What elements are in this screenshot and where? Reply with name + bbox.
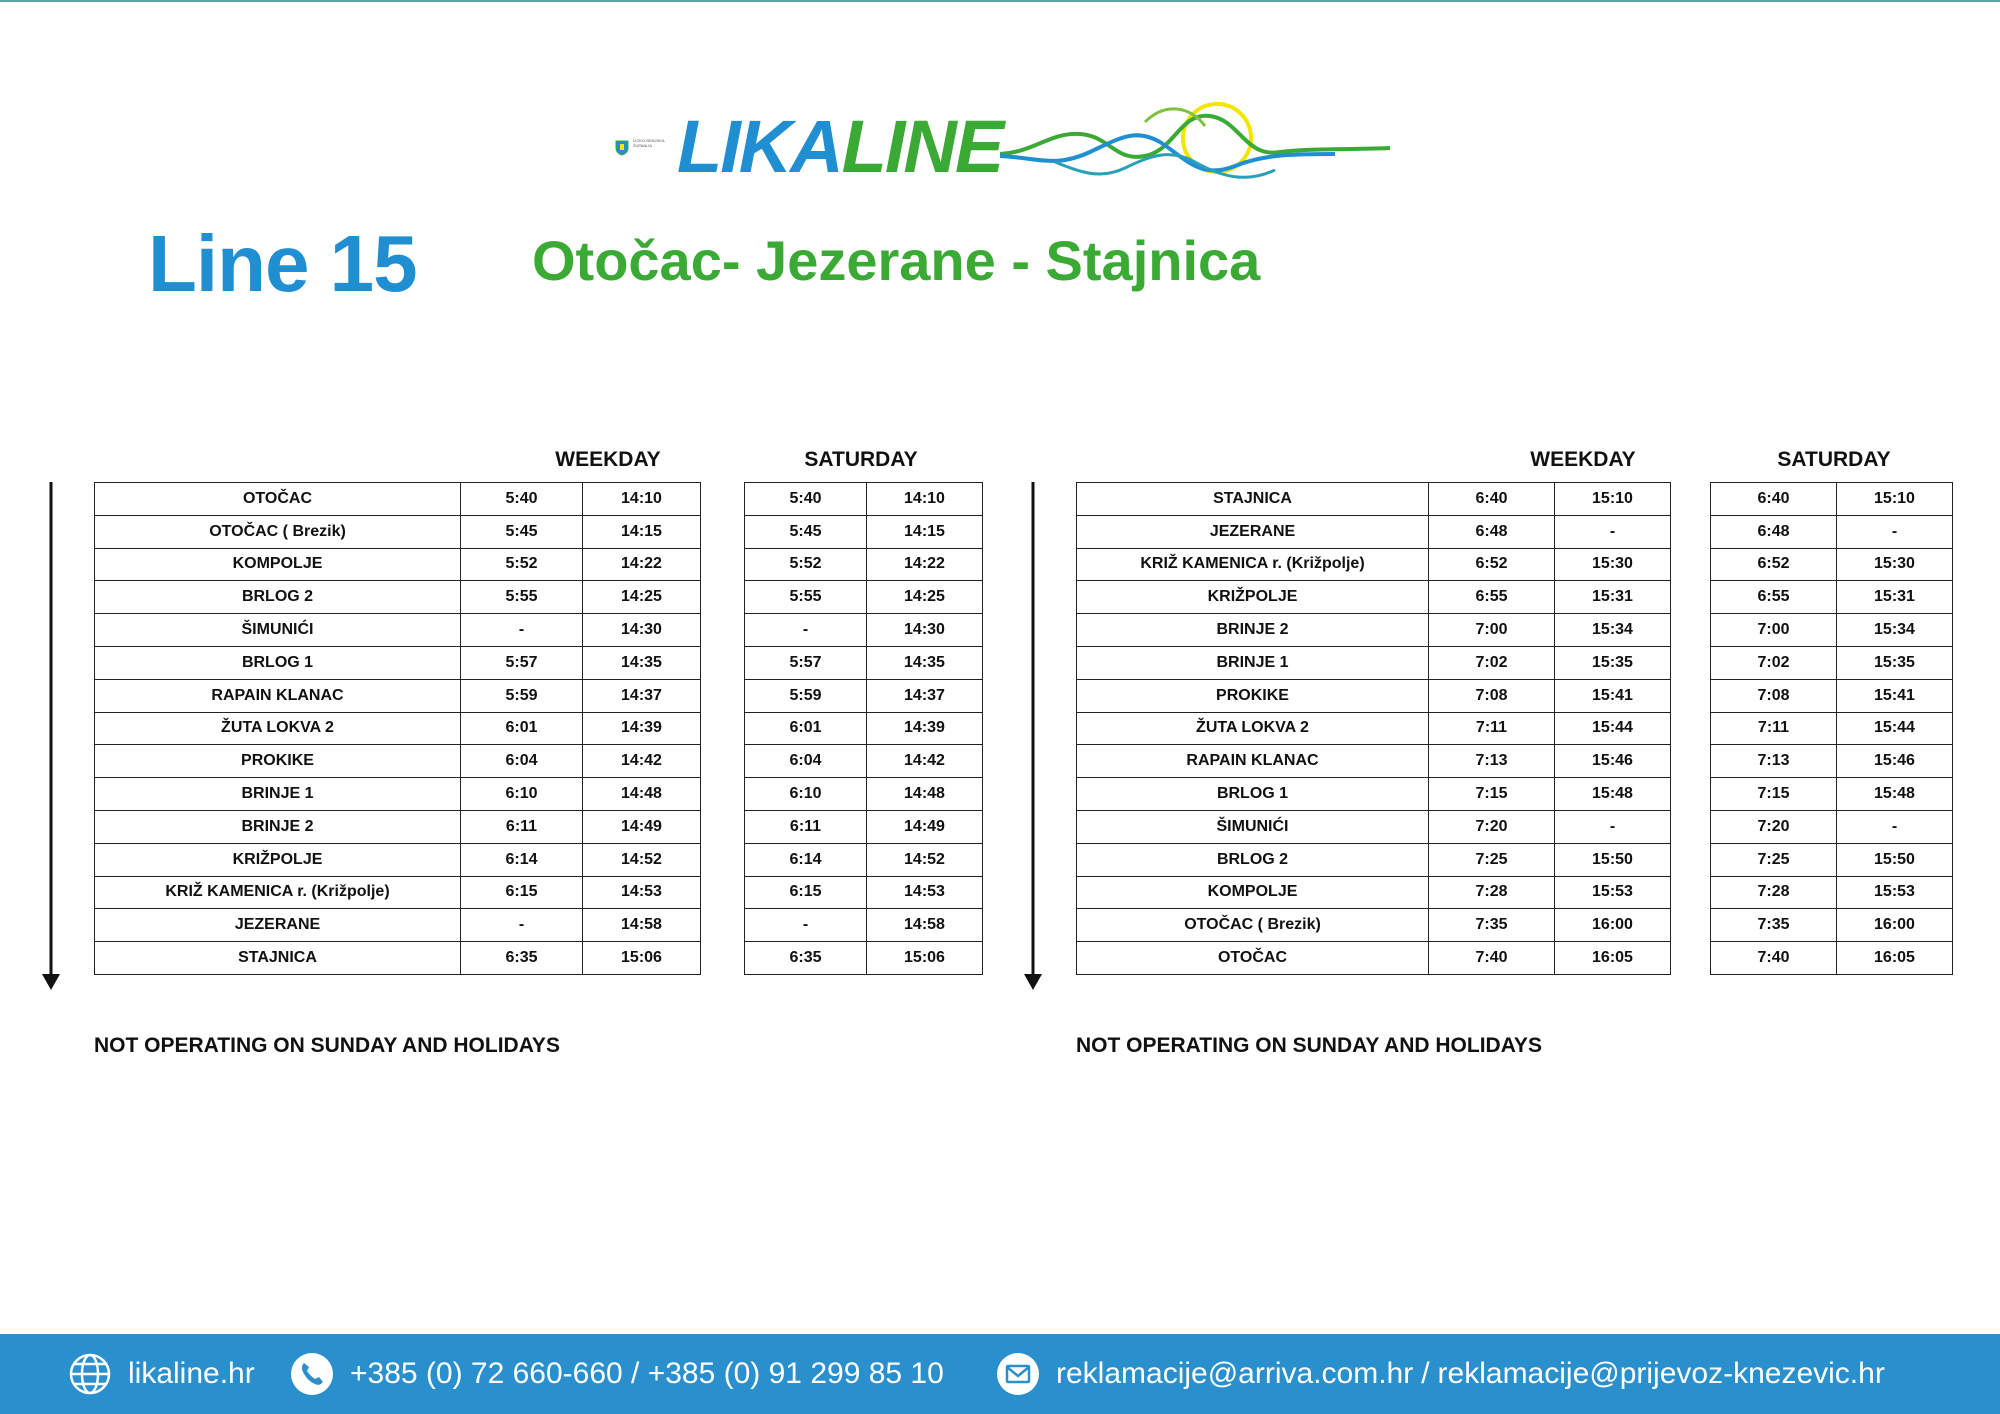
departure-time: - <box>461 614 583 647</box>
departure-time: 15:46 <box>1837 745 1953 778</box>
departure-time: 6:55 <box>1429 581 1555 614</box>
table-row <box>95 646 701 679</box>
departure-time: 15:53 <box>1837 876 1953 909</box>
table-row <box>1077 876 1671 909</box>
email-item[interactable] <box>996 1352 1885 1396</box>
departure-time: 7:02 <box>1429 646 1555 679</box>
departure-time: 15:10 <box>1837 483 1953 516</box>
departure-time: 7:13 <box>1429 745 1555 778</box>
phone-icon <box>290 1352 334 1396</box>
departure-time: 14:39 <box>583 712 701 745</box>
table-row <box>95 778 701 811</box>
table-row <box>95 483 701 516</box>
table-row <box>1711 614 1953 647</box>
table-row <box>95 515 701 548</box>
weekday-header: WEEKDAY <box>1530 448 1636 471</box>
stop-name: BRLOG 1 <box>95 646 461 679</box>
departure-time: 7:15 <box>1711 778 1837 811</box>
departure-time: 16:00 <box>1837 909 1953 942</box>
departure-time: 14:25 <box>867 581 983 614</box>
stop-name: KRIŽPOLJE <box>1077 581 1429 614</box>
departure-time: 6:01 <box>461 712 583 745</box>
departure-time: 14:39 <box>867 712 983 745</box>
departure-time: 15:35 <box>1837 646 1953 679</box>
departure-time: 15:44 <box>1837 712 1953 745</box>
stop-name: OTOČAC <box>1077 942 1429 975</box>
departure-time: 14:22 <box>867 548 983 581</box>
departure-time: 6:11 <box>745 810 867 843</box>
departure-time: 5:52 <box>745 548 867 581</box>
table-row <box>745 843 983 876</box>
table-row <box>95 810 701 843</box>
departure-time: 7:25 <box>1711 843 1837 876</box>
departure-time: 7:25 <box>1429 843 1555 876</box>
departure-time: 6:10 <box>745 778 867 811</box>
departure-time: 6:15 <box>461 876 583 909</box>
departure-time: 14:10 <box>583 483 701 516</box>
table-row <box>745 515 983 548</box>
stop-name: RAPAIN KLANAC <box>1077 745 1429 778</box>
table-row <box>95 712 701 745</box>
line-number-title: Line 15 <box>148 219 417 308</box>
table-row <box>1711 679 1953 712</box>
departure-time: 7:13 <box>1711 745 1837 778</box>
departure-time: 15:34 <box>1837 614 1953 647</box>
departure-time: 14:15 <box>867 515 983 548</box>
brand-name <box>677 104 1002 189</box>
table-row <box>1711 548 1953 581</box>
saturday-header: SATURDAY <box>804 448 918 471</box>
table-row <box>1077 515 1671 548</box>
table-row <box>745 942 983 975</box>
departure-time: 6:40 <box>1429 483 1555 516</box>
departure-time: 14:48 <box>583 778 701 811</box>
departure-time: 7:40 <box>1429 942 1555 975</box>
table-row <box>1077 712 1671 745</box>
website-link[interactable]: likaline.hr <box>128 1357 255 1390</box>
departure-time: 6:14 <box>461 843 583 876</box>
waves-sun-graphic <box>995 92 1395 192</box>
departure-time: 15:53 <box>1555 876 1671 909</box>
table-row <box>1711 646 1953 679</box>
departure-time: 14:35 <box>583 646 701 679</box>
table-row <box>95 679 701 712</box>
departure-time: - <box>1837 810 1953 843</box>
table-row <box>95 614 701 647</box>
table-row <box>1077 810 1671 843</box>
departure-time: 6:48 <box>1711 515 1837 548</box>
departure-time: 15:10 <box>1555 483 1671 516</box>
table-row <box>1077 778 1671 811</box>
departure-time: 15:35 <box>1555 646 1671 679</box>
weekday-header: WEEKDAY <box>555 448 661 471</box>
departure-time: 5:40 <box>461 483 583 516</box>
departure-time: 7:08 <box>1711 679 1837 712</box>
departure-time: 15:50 <box>1837 843 1953 876</box>
stop-name: BRINJE 2 <box>95 810 461 843</box>
table-row <box>745 909 983 942</box>
county-crest-icon <box>615 140 629 156</box>
departure-time: 15:34 <box>1555 614 1671 647</box>
phone-item[interactable] <box>290 1352 944 1396</box>
crest-text: LIČKO-SENJSKA ŽUPANIJA <box>633 138 665 148</box>
departure-time: 5:52 <box>461 548 583 581</box>
departure-time: 7:28 <box>1711 876 1837 909</box>
departure-time: 14:22 <box>583 548 701 581</box>
table-row <box>1077 843 1671 876</box>
stop-name: PROKIKE <box>95 745 461 778</box>
departure-time: 16:00 <box>1555 909 1671 942</box>
table-row <box>1711 909 1953 942</box>
departure-time: 15:48 <box>1555 778 1671 811</box>
departure-time: 15:31 <box>1555 581 1671 614</box>
departure-time: 5:55 <box>461 581 583 614</box>
departure-time: 7:02 <box>1711 646 1837 679</box>
table-row <box>1077 614 1671 647</box>
departure-time: 15:30 <box>1837 548 1953 581</box>
departure-time: - <box>745 909 867 942</box>
table-row <box>1077 909 1671 942</box>
departure-time: 7:28 <box>1429 876 1555 909</box>
table-row <box>745 745 983 778</box>
departure-time: 6:52 <box>1711 548 1837 581</box>
weekday-table <box>1076 482 1671 975</box>
departure-time: 7:00 <box>1711 614 1837 647</box>
departure-time: 7:40 <box>1711 942 1837 975</box>
departure-time: 14:52 <box>867 843 983 876</box>
stop-name: RAPAIN KLANAC <box>95 679 461 712</box>
departure-time: 15:30 <box>1555 548 1671 581</box>
departure-time: 5:57 <box>461 646 583 679</box>
direction-arrow-icon <box>1022 482 1044 992</box>
departure-time: 7:15 <box>1429 778 1555 811</box>
table-row <box>1077 581 1671 614</box>
departure-time: 6:35 <box>461 942 583 975</box>
table-row <box>1711 712 1953 745</box>
table-row <box>745 778 983 811</box>
table-row <box>1077 483 1671 516</box>
stop-name: BRLOG 2 <box>95 581 461 614</box>
stop-name: KRIŽ KAMENICA r. (Križpolje) <box>1077 548 1429 581</box>
table-row <box>1711 581 1953 614</box>
departure-time: 5:45 <box>745 515 867 548</box>
table-row <box>1711 515 1953 548</box>
service-notice: NOT OPERATING ON SUNDAY AND HOLIDAYS <box>1076 1034 1542 1057</box>
stop-name: KRIŽ KAMENICA r. (Križpolje) <box>95 876 461 909</box>
departure-time: - <box>1555 515 1671 548</box>
departure-time: - <box>1555 810 1671 843</box>
departure-time: 15:48 <box>1837 778 1953 811</box>
top-rule <box>0 0 2000 2</box>
table-row <box>745 581 983 614</box>
stop-name: BRLOG 1 <box>1077 778 1429 811</box>
departure-time: 14:30 <box>867 614 983 647</box>
departure-time: 6:10 <box>461 778 583 811</box>
stop-name: STAJNICA <box>1077 483 1429 516</box>
departure-time: 7:35 <box>1429 909 1555 942</box>
departure-time: 7:00 <box>1429 614 1555 647</box>
table-row <box>745 712 983 745</box>
departure-time: 14:52 <box>583 843 701 876</box>
table-row <box>1711 876 1953 909</box>
brand-part-2: LINE <box>841 105 1003 188</box>
departure-time: 7:20 <box>1429 810 1555 843</box>
departure-time: 14:49 <box>867 810 983 843</box>
table-row <box>745 679 983 712</box>
departure-time: 14:53 <box>583 876 701 909</box>
table-row <box>1711 810 1953 843</box>
table-row <box>1077 679 1671 712</box>
departure-time: 6:48 <box>1429 515 1555 548</box>
departure-time: 14:49 <box>583 810 701 843</box>
departure-time: 5:45 <box>461 515 583 548</box>
departure-time: 6:40 <box>1711 483 1837 516</box>
departure-time: 14:42 <box>867 745 983 778</box>
departure-time: 14:58 <box>583 909 701 942</box>
table-row <box>1711 942 1953 975</box>
departure-time: 7:35 <box>1711 909 1837 942</box>
contact-footer <box>0 1334 2000 1414</box>
departure-time: 15:06 <box>867 942 983 975</box>
email-link-1[interactable]: reklamacije@arriva.com.hr <box>1056 1357 1414 1390</box>
table-row <box>1711 483 1953 516</box>
departure-time: 5:57 <box>745 646 867 679</box>
email-link-2[interactable]: reklamacije@prijevoz-knezevic.hr <box>1437 1357 1885 1390</box>
table-row <box>1077 548 1671 581</box>
stop-name: BRINJE 1 <box>1077 646 1429 679</box>
saturday-header: SATURDAY <box>1777 448 1891 471</box>
departure-time: 7:11 <box>1711 712 1837 745</box>
departure-time: 6:52 <box>1429 548 1555 581</box>
stop-name: JEZERANE <box>95 909 461 942</box>
timetable-return <box>1022 440 1982 1057</box>
stop-name: ŽUTA LOKVA 2 <box>95 712 461 745</box>
saturday-table <box>744 482 983 975</box>
departure-time: 5:40 <box>745 483 867 516</box>
stop-name: PROKIKE <box>1077 679 1429 712</box>
table-row <box>95 909 701 942</box>
stop-name: BRINJE 2 <box>1077 614 1429 647</box>
table-row <box>745 548 983 581</box>
stop-name: ŽUTA LOKVA 2 <box>1077 712 1429 745</box>
phone-numbers[interactable]: +385 (0) 72 660-660 / +385 (0) 91 299 85 10 <box>350 1357 944 1390</box>
table-row <box>95 745 701 778</box>
table-row <box>745 810 983 843</box>
globe-icon <box>68 1352 112 1396</box>
stop-name: OTOČAC ( Brezik) <box>95 515 461 548</box>
route-title: Otočac- Jezerane - Stajnica <box>532 229 1261 292</box>
stop-name: OTOČAC <box>95 483 461 516</box>
departure-time: 7:20 <box>1711 810 1837 843</box>
departure-time: - <box>1837 515 1953 548</box>
departure-time: 14:58 <box>867 909 983 942</box>
table-row <box>745 646 983 679</box>
departure-time: 7:08 <box>1429 679 1555 712</box>
departure-time: 6:14 <box>745 843 867 876</box>
departure-time: 15:06 <box>583 942 701 975</box>
table-row <box>95 843 701 876</box>
stop-name: OTOČAC ( Brezik) <box>1077 909 1429 942</box>
saturday-table <box>1710 482 1953 975</box>
table-row <box>95 548 701 581</box>
stop-name: KRIŽPOLJE <box>95 843 461 876</box>
stop-name: STAJNICA <box>95 942 461 975</box>
departure-time: 5:59 <box>461 679 583 712</box>
stop-name: KOMPOLJE <box>1077 876 1429 909</box>
service-notice: NOT OPERATING ON SUNDAY AND HOLIDAYS <box>94 1034 560 1057</box>
departure-time: 6:04 <box>745 745 867 778</box>
departure-time: 6:15 <box>745 876 867 909</box>
stop-name: BRINJE 1 <box>95 778 461 811</box>
brand-part-1: LIKA <box>677 105 842 188</box>
table-row <box>95 876 701 909</box>
departure-time: 15:44 <box>1555 712 1671 745</box>
likaline-logo <box>615 92 1405 192</box>
departure-time: 14:35 <box>867 646 983 679</box>
table-row <box>1711 778 1953 811</box>
departure-time: 6:35 <box>745 942 867 975</box>
email-separator: / <box>1421 1357 1430 1390</box>
stop-name: BRLOG 2 <box>1077 843 1429 876</box>
table-row <box>745 483 983 516</box>
departure-time: 15:50 <box>1555 843 1671 876</box>
departure-time: 14:37 <box>867 679 983 712</box>
stop-name: ŠIMUNIĆI <box>95 614 461 647</box>
departure-time: 6:55 <box>1711 581 1837 614</box>
stop-name: ŠIMUNIĆI <box>1077 810 1429 843</box>
departure-time: 15:46 <box>1555 745 1671 778</box>
departure-time: 16:05 <box>1555 942 1671 975</box>
departure-time: 5:55 <box>745 581 867 614</box>
departure-time: 15:31 <box>1837 581 1953 614</box>
departure-time: 14:25 <box>583 581 701 614</box>
mail-icon <box>996 1352 1040 1396</box>
table-row <box>1077 942 1671 975</box>
departure-time: 14:37 <box>583 679 701 712</box>
departure-time: 5:59 <box>745 679 867 712</box>
table-row <box>1077 745 1671 778</box>
departure-time: - <box>745 614 867 647</box>
departure-time: 16:05 <box>1837 942 1953 975</box>
table-row <box>745 614 983 647</box>
website-item[interactable] <box>68 1352 255 1396</box>
table-row <box>95 581 701 614</box>
departure-time: 15:41 <box>1555 679 1671 712</box>
departure-time: - <box>461 909 583 942</box>
timetable-outbound <box>40 440 990 1057</box>
departure-time: 6:11 <box>461 810 583 843</box>
direction-arrow-icon <box>40 482 62 992</box>
stop-name: KOMPOLJE <box>95 548 461 581</box>
stop-name: JEZERANE <box>1077 515 1429 548</box>
departure-time: 14:53 <box>867 876 983 909</box>
departure-time: 15:41 <box>1837 679 1953 712</box>
departure-time: 14:15 <box>583 515 701 548</box>
table-row <box>745 876 983 909</box>
table-row <box>95 942 701 975</box>
table-row <box>1711 745 1953 778</box>
departure-time: 6:01 <box>745 712 867 745</box>
table-row <box>1077 646 1671 679</box>
weekday-table <box>94 482 701 975</box>
departure-time: 7:11 <box>1429 712 1555 745</box>
departure-time: 14:30 <box>583 614 701 647</box>
table-row <box>1711 843 1953 876</box>
departure-time: 14:42 <box>583 745 701 778</box>
departure-time: 14:48 <box>867 778 983 811</box>
departure-time: 6:04 <box>461 745 583 778</box>
departure-time: 14:10 <box>867 483 983 516</box>
